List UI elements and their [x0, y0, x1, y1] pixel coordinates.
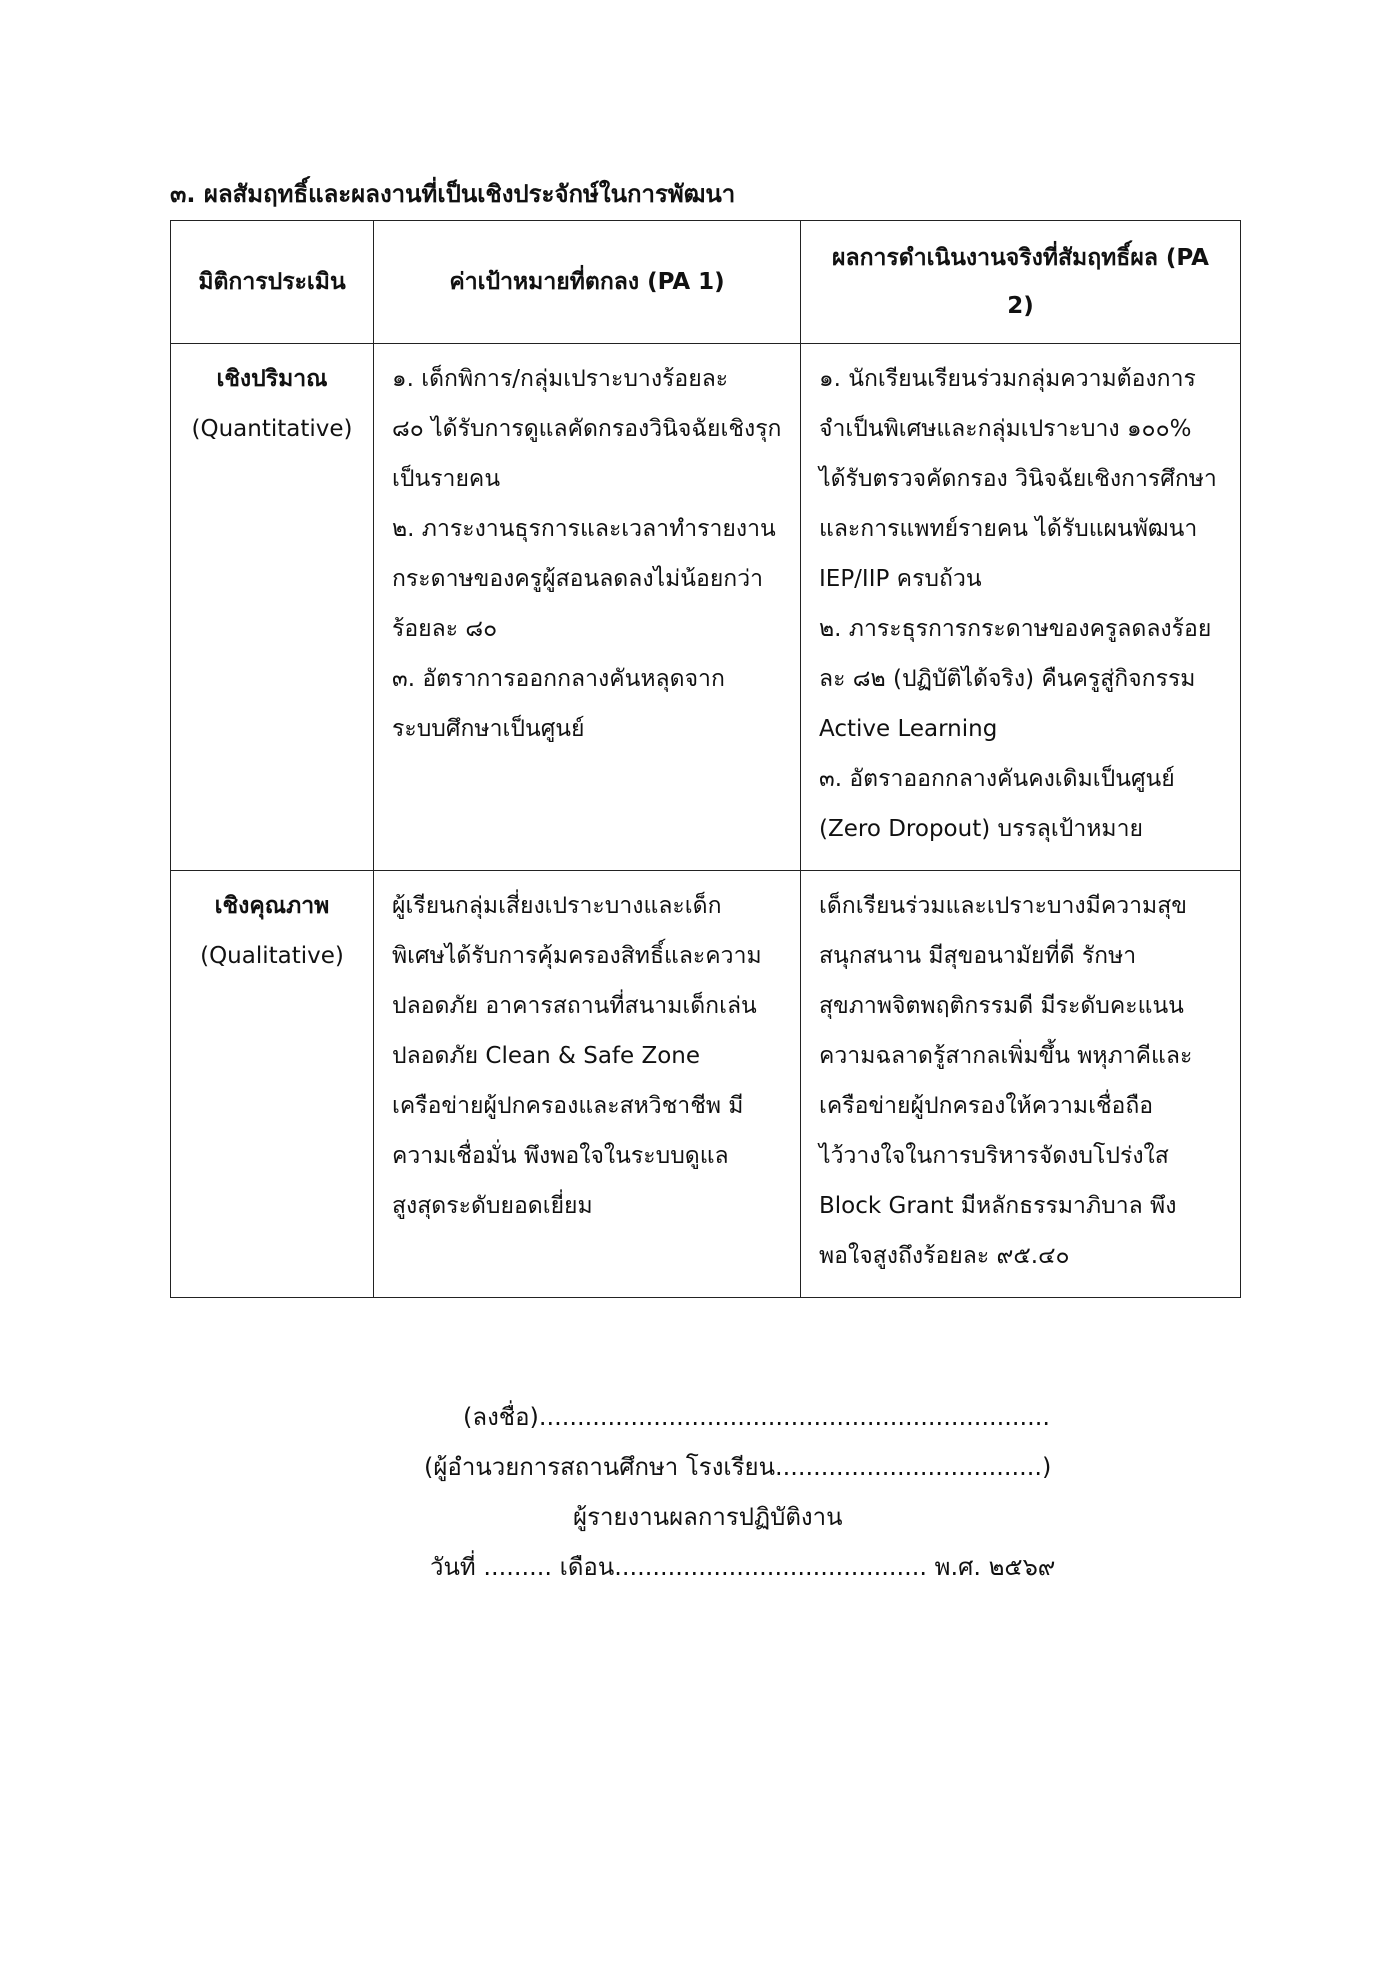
header-actual-line: 2) [1007, 293, 1034, 319]
target-line: ปลอดภัย อาคารสถานที่สนามเด็กเล่น [392, 993, 757, 1019]
dimension-en: (Qualitative) [200, 943, 344, 969]
dimension-cell [171, 344, 374, 871]
actual-cell [801, 871, 1241, 1298]
table-row [171, 871, 1241, 1298]
target-cell [374, 871, 801, 1298]
dimension-en: (Quantitative) [191, 416, 353, 442]
target-line: ระบบศึกษาเป็นศูนย์ [392, 716, 585, 742]
actual-line: Block Grant มีหลักธรรมาภิบาล พึง [819, 1193, 1177, 1219]
target-line: ปลอดภัย Clean & Safe Zone [392, 1043, 701, 1069]
section-heading: ๓. ผลสัมฤทธิ์และผลงานที่เป็นเชิงประจักษ์ในการพัฒนา [170, 180, 736, 208]
actual-cell [801, 344, 1241, 871]
signature-date-line: วันที่ ......... เดือน......................................... พ.ศ. ๒๕๖๙ [430, 1553, 1056, 1581]
header-dimension: มิติการประเมิน [171, 221, 374, 344]
actual-line: ไว้วางใจในการบริหารจัดงบโปร่งใส [819, 1143, 1169, 1169]
actual-line: Active Learning [819, 716, 998, 742]
actual-line: ได้รับตรวจคัดกรอง วินิจฉัยเชิงการศึกษา [819, 466, 1217, 492]
header-target: ค่าเป้าหมายที่ตกลง (PA 1) [374, 221, 801, 344]
actual-line: สุขภาพจิตพฤติกรรมดี มีระดับคะแนน [819, 993, 1184, 1019]
evaluation-table [170, 220, 1241, 1298]
signature-position-line: (ผู้อำนวยการสถานศึกษา โรงเรียน...................................) [424, 1453, 1052, 1481]
header-actual [801, 221, 1241, 344]
actual-line: ๓. อัตราออกกลางคันคงเดิมเป็นศูนย์ [819, 766, 1175, 792]
signature-sign-line: (ลงชื่อ)................................................................... [463, 1403, 1050, 1431]
target-line: ผู้เรียนกลุ่มเสี่ยงเปราะบางและเด็ก [392, 893, 722, 919]
target-line: พิเศษได้รับการคุ้มครองสิทธิ์และความ [392, 943, 762, 969]
target-line: ๘๐ ได้รับการดูแลคัดกรองวินิจฉัยเชิงรุก [392, 416, 782, 442]
target-line: ๒. ภาระงานธุรการและเวลาทำรายงาน [392, 516, 776, 542]
target-line: ร้อยละ ๘๐ [392, 616, 498, 642]
target-line: ๑. เด็กพิการ/กลุ่มเปราะบางร้อยละ [392, 366, 729, 392]
actual-line: และการแพทย์รายคน ได้รับแผนพัฒนา [819, 516, 1198, 542]
target-line: ความเชื่อมั่น พึงพอใจในระบบดูแล [392, 1143, 729, 1169]
target-line: เป็นรายคน [392, 466, 501, 492]
target-line: สูงสุดระดับยอดเยี่ยม [392, 1193, 593, 1219]
actual-line: จำเป็นพิเศษและกลุ่มเปราะบาง ๑๐๐% [819, 416, 1192, 442]
actual-line: เด็กเรียนร่วมและเปราะบางมีความสุข [819, 893, 1187, 919]
actual-line: เครือข่ายผู้ปกครองให้ความเชื่อถือ [819, 1093, 1154, 1119]
dimension-th: เชิงคุณภาพ [214, 893, 330, 919]
table-header-row [171, 221, 1241, 344]
actual-line: ๒. ภาระธุรการกระดาษของครูลดลงร้อย [819, 616, 1212, 642]
dimension-cell [171, 871, 374, 1298]
target-line: เครือข่ายผู้ปกครองและสหวิชาชีพ มี [392, 1093, 744, 1119]
target-line: ๓. อัตราการออกกลางคันหลุดจาก [392, 666, 725, 692]
actual-line: ๑. นักเรียนเรียนร่วมกลุ่มความต้องการ [819, 366, 1196, 392]
actual-line: ละ ๘๒ (ปฏิบัติได้จริง) คืนครูสู่กิจกรรม [819, 666, 1196, 692]
actual-line: สนุกสนาน มีสุขอนามัยที่ดี รักษา [819, 943, 1137, 969]
actual-line: พอใจสูงถึงร้อยละ ๙๕.๔๐ [819, 1243, 1070, 1269]
target-cell [374, 344, 801, 871]
target-line: กระดาษของครูผู้สอนลดลงไม่น้อยกว่า [392, 566, 764, 592]
dimension-th: เชิงปริมาณ [216, 366, 328, 392]
signature-role-line: ผู้รายงานผลการปฏิบัติงาน [573, 1503, 843, 1531]
header-actual-line: ผลการดำเนินงานจริงที่สัมฤทธิ์ผล (PA [832, 245, 1209, 271]
table-row [171, 344, 1241, 871]
actual-line: ความฉลาดรู้สากลเพิ่มขึ้น พหุภาคีและ [819, 1043, 1193, 1069]
actual-line: (Zero Dropout) บรรลุเป้าหมาย [819, 816, 1143, 842]
actual-line: IEP/IIP ครบถ้วน [819, 566, 982, 592]
